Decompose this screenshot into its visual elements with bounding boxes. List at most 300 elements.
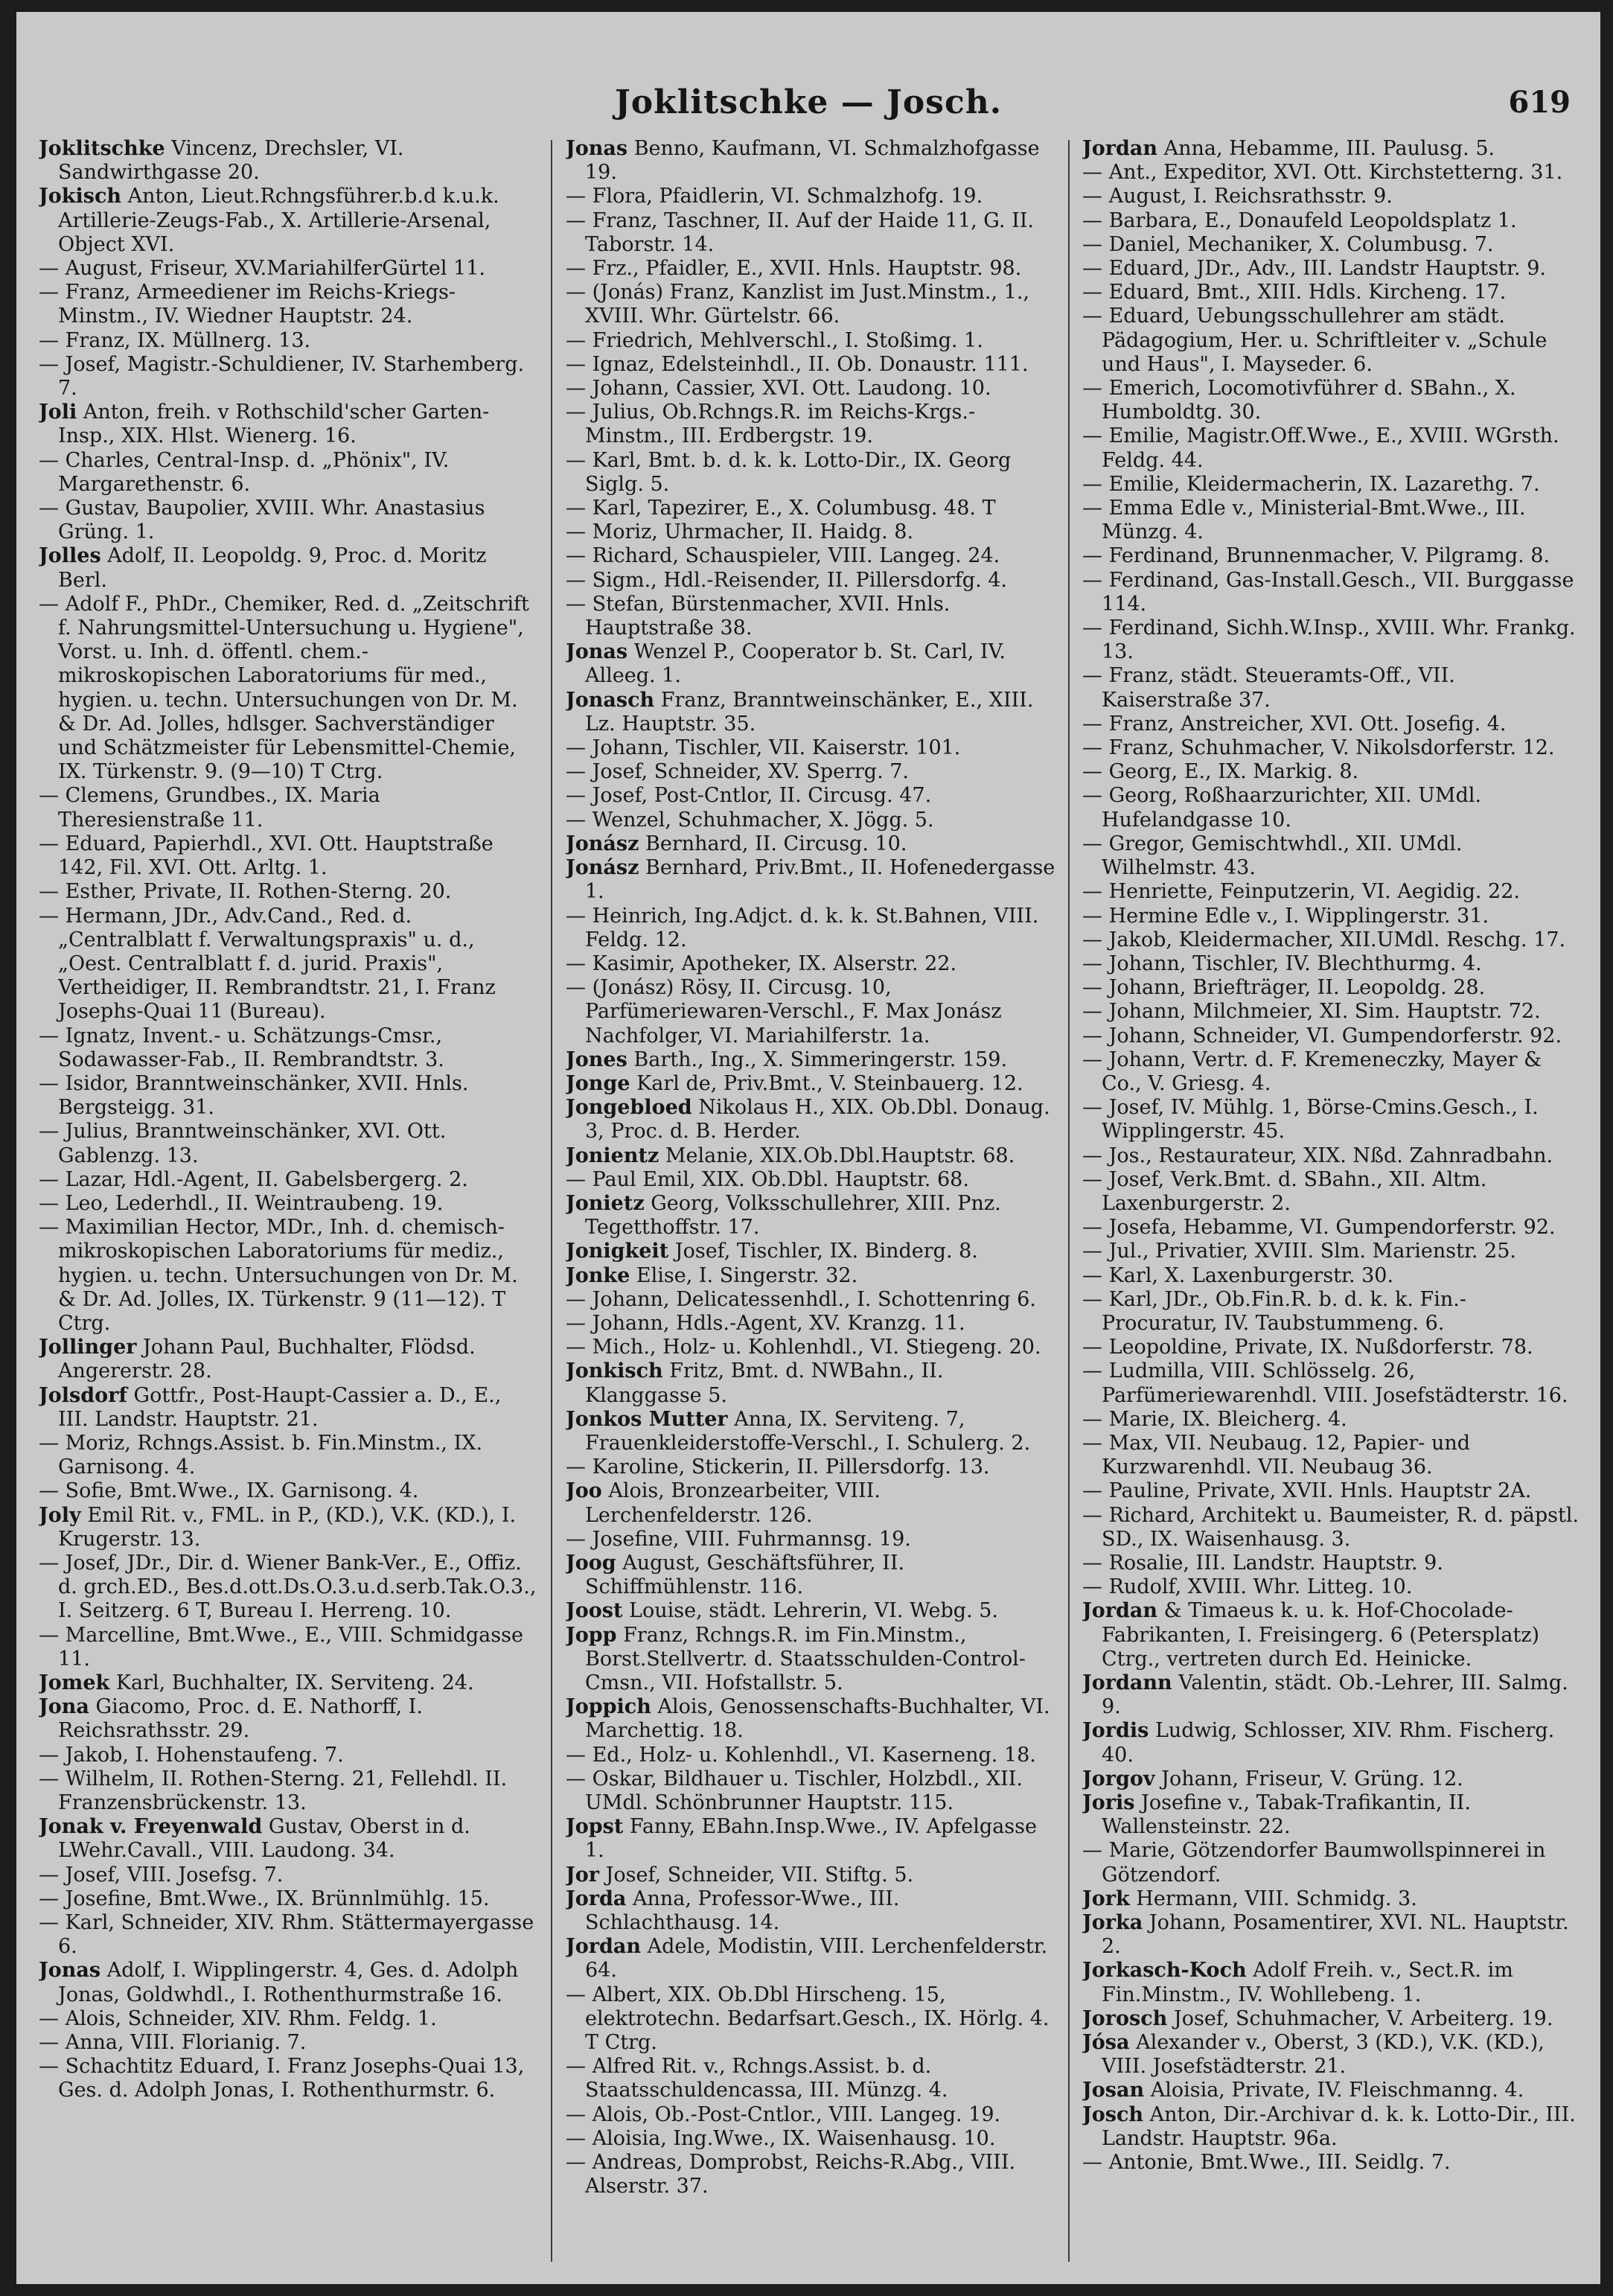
directory-entry [1082,1288,1581,1336]
entry-text: — Josefine, VIII. Fuhrmannsg. 19. [566,1527,911,1551]
entry-text: — Johann, Briefträger, II. Leopoldg. 28. [1082,976,1486,1000]
entry-text: Alexander v., Oberst, 3 (KD.), V.K. (KD.), VIII. Josefstädterstr. 21. [1102,2031,1545,2079]
entry-text: — Sigm., Hdl.-Reisender, II. Pillersdorfg. 4. [566,568,1008,592]
entry-text: — Flora, Pfaidlerin, VI. Schmalzhofg. 19. [566,185,983,208]
directory-entry [566,137,1055,185]
entry-text: Adele, Modistin, VIII. Lerchenfelderstr. 64. [585,1935,1048,1983]
directory-entry [566,1096,1055,1144]
directory-entry [1082,257,1581,281]
entry-text: — Georg, E., IX. Markig. 8. [1082,760,1359,784]
entry-text: — Ant., Expeditor, XVI. Ott. Kirchstetterng. 31. [1082,161,1563,185]
directory-entry [39,2055,537,2102]
entry-text: Johann Paul, Buchhalter, Flödsd. Angererstr. 28. [58,1336,476,1383]
directory-entry [566,520,1055,544]
entry-text: — Alois, Schneider, XIV. Rhm. Feldg. 1. [39,2006,437,2030]
entry-text: — Emma Edle v., Ministerial-Bmt.Wwe., III. Münzg. 4. [1082,497,1526,544]
entry-headword: Jonkos Mutter [566,1407,728,1431]
directory-entry [566,1359,1055,1407]
directory-entry [566,1168,1055,1192]
directory-entry [1082,1959,1581,2006]
directory-entry [1082,1599,1581,1671]
directory-entry [1082,1839,1581,1887]
entry-text: Alois, Bronzearbeiter, VIII. Lerchenfelderstr. 126. [585,1479,881,1527]
entry-text: — Josef, Magistr.-Schuldiener, IV. Starhemberg. 7. [39,352,525,401]
entry-text: Fanny, EBahn.Insp.Wwe., IV. Apfelgasse 1. [585,1815,1037,1863]
entry-text: — Jakob, Kleidermacher, XII.UMdl. Reschg. 17. [1082,928,1566,951]
entry-text: — Josef, Post-Cntlor, II. Circusg. 47. [566,784,932,808]
entry-text: — Georg, Roßhaarzurichter, XII. UMdl. Hufelandgasse 10. [1082,784,1482,832]
directory-entry [39,1479,537,1503]
directory-entry [1082,377,1581,424]
entry-text: — Richard, Schauspieler, VIII. Langeg. 24. [566,544,1000,568]
entry-text: Fritz, Bmt. d. NWBahn., II. Klanggasse 5. [585,1359,944,1407]
directory-entry [566,856,1055,904]
entry-text: — Oskar, Bildhauer u. Tischler, Holzbdl., XII. UMdl. Schönbrunner Hauptstr. 115. [566,1767,1023,1815]
directory-entry [566,905,1055,952]
entry-text: Adolf, I. Wipplingerstr. 4, Ges. d. Adolph Jonas, Goldwhdl., I. Rothenthurmstraße 16. [58,1959,519,2006]
directory-entry [39,185,537,257]
entry-text: — Eduard, Papierhdl., XVI. Ott. Hauptstraße 142, Fil. XVI. Ott. Arltg. 1. [39,832,494,880]
entry-headword: Jongebloed [566,1096,692,1120]
entry-text: — Josef, Verk.Bmt. d. SBahn., XII. Altm. Laxenburgerstr. 2. [1082,1167,1487,1215]
entry-text: Franz, Rchngs.R. im Fin.Minstm., Borst.Stellvertr. d. Staatsschulden-Control-Cmsn., VII. Hofstallstr. 5. [585,1623,1026,1694]
directory-entry [566,1455,1055,1479]
entry-text: — Julius, Ob.Rchngs.R. im Reichs-Krgs.-Minstm., III. Erdbergstr. 19. [566,401,976,448]
directory-entry [39,1815,537,1863]
directory-entry [566,1695,1055,1743]
directory-entry [39,2007,537,2031]
entry-text: Gustav, Oberst in d. LWehr.Cavall., VIII. Laudong. 34. [58,1815,470,1863]
entry-text: Hermann, VIII. Schmidg. 3. [1129,1887,1417,1910]
entry-text: Gottfr., Post-Haupt-Cassier a. D., E., III. Landstr. Hauptstr. 21. [58,1383,502,1431]
entry-text: — Josef, VIII. Josefsg. 7. [39,1863,284,1887]
directory-entry [566,1408,1055,1455]
entry-text: — Marie, Götzendorfer Baumwollspinnerei in Götzendorf. [1082,1839,1546,1887]
entry-headword: Jorosch [1082,2006,1168,2030]
directory-entry [39,1072,537,1120]
directory-entry [566,401,1055,448]
directory-entry [566,640,1055,688]
entry-text: — Friedrich, Mehlverschl., I. Stoßimg. 1. [566,328,983,352]
entry-text: — Josefine, Bmt.Wwe., IX. Brünnlmühlg. 15. [39,1887,490,1910]
entry-text: Anton, Dir.-Archivar d. k. k. Lotto-Dir., III. Landstr. Hauptstr. 96a. [1102,2102,1576,2150]
directory-entry [39,593,537,785]
entry-headword: Jomek [39,1671,110,1694]
directory-entry [566,353,1055,377]
entry-text: — (Jonás) Franz, Kanzlist im Just.Minstm., 1., XVIII. Whr. Gürtelstr. 66. [566,281,1030,328]
entry-text: Anna, Hebamme, III. Paulusg. 5. [1157,137,1495,160]
entry-text: Elise, I. Singerstr. 32. [630,1263,858,1287]
entry-text: Bernhard, II. Circusg. 10. [639,832,907,855]
entry-text: Anton, freih. v Rothschild'scher Garten-Insp., XIX. Hlst. Wienerg. 16. [58,401,490,448]
entry-text: Giacomo, Proc. d. E. Nathorff, I. Reichsrathsstr. 29. [58,1695,423,1743]
directory-entry [1082,1216,1581,1240]
entry-text: — Gregor, Gemischtwhdl., XII. UMdl. Wilhelmstr. 43. [1082,832,1463,880]
entry-text: Josefine v., Tabak-Trafikantin, II. Wallensteinstr. 22. [1102,1791,1471,1839]
entry-text: Karl, Buchhalter, IX. Serviteng. 24. [109,1671,474,1694]
entry-headword: Jonientz [566,1144,659,1167]
directory-entry [566,1767,1055,1815]
column-middle [566,137,1055,2266]
entry-text: — Rudolf, XVIII. Whr. Litteg. 10. [1082,1575,1413,1599]
directory-entry [566,736,1055,760]
directory-entry [1082,304,1581,377]
directory-entry [1082,616,1581,664]
directory-entry [1082,2103,1581,2151]
entry-headword: Jor [566,1863,600,1887]
directory-entry [39,1911,537,1959]
entry-headword: Joris [1082,1791,1135,1815]
entry-text: — Eduard, Bmt., XIII. Hdls. Kircheng. 17. [1082,281,1507,304]
entry-text: Louise, städt. Lehrerin, VI. Webg. 5. [622,1599,998,1623]
entry-text: — Franz, IX. Müllnerg. 13. [39,328,311,352]
directory-entry [39,1120,537,1167]
entry-headword: Joly [39,1503,81,1527]
entry-text: — Ignaz, Edelsteinhdl., II. Ob. Donaustr. 111. [566,352,1029,376]
directory-entry [566,329,1055,353]
entry-text: Adolf, II. Leopoldg. 9, Proc. d. Moritz Berl. [58,544,487,592]
entry-text: — Ed., Holz- u. Kohlenhdl., VI. Kaserneng. 18. [566,1743,1036,1767]
directory-entry [566,1240,1055,1263]
directory-entry [39,329,537,353]
entry-text: — Karl, Bmt. b. d. k. k. Lotto-Dir., IX. Georg Siglg. 5. [566,448,1012,496]
entry-headword: Jorda [566,1887,627,1910]
entry-text: — Eduard, Uebungsschullehrer am städt. Pädagogium, Her. u. Schriftleiter v. „Schule und Haus", I. Mayseder. 6. [1082,304,1547,376]
entry-text: Bernhard, Priv.Bmt., II. Hofenedergasse 1. [585,856,1055,904]
directory-entry [566,1479,1055,1527]
directory-entry [39,1695,537,1743]
directory-entry [39,1671,537,1695]
directory-entry [39,1744,537,1767]
page-header [16,83,1600,135]
entry-text: — Hermine Edle v., I. Wipplingerstr. 31. [1082,904,1489,928]
directory-entry [1082,544,1581,568]
directory-entry [1082,1887,1581,1911]
directory-entry [566,952,1055,976]
entry-text: — Max, VII. Neubaug. 12, Papier- und Kurzwarenhdl. VII. Neubaug 36. [1082,1431,1471,1479]
entry-text: Georg, Volksschullehrer, XIII. Pnz. Tegetthoffstr. 17. [585,1191,1001,1240]
directory-entry [566,1048,1055,1072]
directory-entry [1082,161,1581,185]
directory-entry [39,497,537,544]
entry-headword: Jonas [566,640,628,664]
directory-entry [566,1336,1055,1359]
directory-entry [1082,137,1581,161]
entry-text: — Frz., Pfaidler, E., XVII. Hnls. Hauptstr. 98. [566,257,1022,281]
entry-text: — Mich., Holz- u. Kohlenhdl., VI. Stiegeng. 20. [566,1336,1041,1359]
entry-text: Emil Rit. v., FML. in P., (KD.), V.K. (KD.), I. Krugerstr. 13. [58,1503,517,1551]
entry-text: — Adolf F., PhDr., Chemiker, Red. d. „Zeitschrift f. Nahrungsmittel-Untersuchung u. Hygiene", Vorst. u. Inh. d. öffentl. chem.-mikroskopischen Laboratoriums für med., hygien. u. techn. Untersuchungen von Dr. M. & Dr. Ad. Jolles, hdlsger. Sachverständiger und Schätzmeister für Lebensmittel-Chemie, IX. Türkenstr. 9. (9—10) T Ctrg. [39,592,529,784]
directory-entry [1082,760,1581,784]
directory-entry [39,832,537,880]
directory-entry [1082,1240,1581,1263]
directory-entry [39,880,537,904]
entry-text: — Charles, Central-Insp. d. „Phönix", IV. Margarethenstr. 6. [39,448,450,496]
entry-headword: Jopp [566,1623,617,1647]
entry-text: — Karl, JDr., Ob.Fin.R. b. d. k. k. Fin.-Procuratur, IV. Taubstummeng. 6. [1082,1287,1466,1335]
directory-entry [1082,928,1581,952]
directory-entry [566,209,1055,257]
directory-entry [1082,1048,1581,1096]
directory-entry [1082,1552,1581,1575]
directory-entry [566,1528,1055,1552]
directory-entry [566,1192,1055,1240]
directory-entry [566,1815,1055,1863]
entry-text: — Josef, IV. Mühlg. 1, Börse-Cmins.Gesch., I. Wipplingerstr. 45. [1082,1096,1539,1144]
directory-entry [1082,1432,1581,1479]
entry-text: Nikolaus H., XIX. Ob.Dbl. Donaug. 3, Proc. d. B. Herder. [585,1096,1050,1144]
directory-entry [39,401,537,448]
directory-entry [566,593,1055,640]
directory-entry [566,1264,1055,1288]
directory-entry [39,1887,537,1911]
entry-text: — Ignatz, Invent.- u. Schätzungs-Cmsr., Sodawasser-Fab., II. Rembrandtstr. 3. [39,1024,444,1071]
entry-text: — Karl, Schneider, XIV. Rhm. Stättermayergasse 6. [39,1911,534,1959]
entry-headword: Jordan [1082,1599,1158,1623]
page-number: 619 [1508,85,1571,120]
entry-text: — August, Friseur, XV.MariahilferGürtel 11. [39,257,485,281]
entry-text: — Ferdinand, Sichh.W.Insp., XVIII. Whr. Frankg. 13. [1082,616,1576,664]
directory-entry [1082,1264,1581,1288]
directory-entry [1082,1767,1581,1791]
directory-entry [566,544,1055,568]
directory-entry [39,1863,537,1887]
entry-text: — Ferdinand, Gas-Install.Gesch., VII. Burggasse 114. [1082,568,1574,616]
entry-text: — Franz, Armeediener im Reichs-Kriegs-Minstm., IV. Wiedner Hauptstr. 24. [39,281,456,328]
directory-entry [1082,473,1581,497]
directory-entry [1082,1671,1581,1719]
directory-entry [1082,1791,1581,1839]
entry-text: & Timaeus k. u. k. Hof-Chocolade-Fabrikanten, I. Freisingerg. 6 (Petersplatz) Ctrg., vertreten durch Ed. Heinicke. [1102,1599,1540,1671]
entry-text: Vincenz, Drechsler, VI. Sandwirthgasse 20. [58,137,404,185]
directory-entry [566,1599,1055,1623]
entry-text: — Julius, Branntweinschänker, XVI. Ott. Gablenzg. 13. [39,1120,447,1167]
directory-entry [1082,497,1581,544]
directory-entry [566,185,1055,208]
entry-text: — Paul Emil, XIX. Ob.Dbl. Hauptstr. 68. [566,1167,969,1191]
entry-headword: Jones [566,1047,627,1071]
entry-text: Benno, Kaufmann, VI. Schmalzhofgasse 19. [585,137,1040,185]
entry-headword: Jopst [566,1815,624,1839]
directory-entry [39,1024,537,1072]
directory-entry [1082,2079,1581,2102]
entry-headword: Jolles [39,544,101,568]
entry-headword: Joklitschke [39,137,165,160]
entry-headword: Joost [566,1599,623,1623]
entry-headword: Jork [1082,1887,1130,1910]
entry-text: — Stefan, Bürstenmacher, XVII. Hnls. Hauptstraße 38. [566,592,951,640]
entry-text: — Alois, Ob.-Post-Cntlor., VIII. Langeg. 19. [566,2102,1001,2126]
entry-headword: Jonász [566,856,639,880]
entry-text: — Anna, VIII. Florianig. 7. [39,2031,307,2055]
entry-text: — Emerich, Locomotivführer d. SBahn., X. Humboldtg. 30. [1082,377,1516,424]
entry-text: — Johann, Milchmeier, XI. Sim. Hauptstr. 72. [1082,1000,1541,1024]
directory-entry [39,784,537,832]
entry-text: — Johann, Vertr. d. F. Kremeneczky, Mayer & Co., V. Griesg. 4. [1082,1047,1542,1095]
entry-text: — Daniel, Mechaniker, X. Columbusg. 7. [1082,232,1494,256]
entry-text: Melanie, XIX.Ob.Dbl.Hauptstr. 68. [659,1144,1015,1167]
entry-headword: Jollinger [39,1336,137,1359]
directory-entry [1082,712,1581,736]
directory-entry [1082,1479,1581,1503]
entry-text: — Gustav, Baupolier, XVIII. Whr. Anastasius Grüng. 1. [39,497,485,544]
directory-entry [39,905,537,1024]
entry-text: — Andreas, Domprobst, Reichs-R.Abg., VIII. Alserstr. 37. [566,2151,1016,2198]
entry-text: — August, I. Reichsrathsstr. 9. [1082,185,1393,208]
directory-entry [1082,209,1581,233]
entry-text: — Marie, IX. Bleicherg. 4. [1082,1407,1347,1431]
directory-entry [566,976,1055,1048]
entry-text: — Franz, Taschner, II. Auf der Haide 11, G. II. Taborstr. 14. [566,208,1034,256]
directory-entry [39,1432,537,1479]
directory-entry [566,2127,1055,2151]
entry-text: — Jos., Restaurateur, XIX. Nßd. Zahnradbahn. [1082,1144,1553,1167]
entry-text: — Johann, Cassier, XVI. Ott. Laudong. 10. [566,377,991,401]
entry-text: Ludwig, Schlosser, XIV. Rhm. Fischerg. 40. [1102,1719,1555,1767]
directory-entry [1082,976,1581,1000]
entry-headword: Josan [1082,2079,1145,2102]
directory-entry [39,1767,537,1815]
entry-text: — Wilhelm, II. Rothen-Sterng. 21, Fellehdl. II. Franzensbrückenstr. 13. [39,1767,508,1815]
directory-entry [1082,569,1581,616]
entry-text: Franz, Branntweinschänker, E., XIII. Lz. Hauptstr. 35. [585,688,1034,736]
directory-entry [566,569,1055,593]
entry-headword: Josch [1082,2102,1144,2126]
entry-headword: Jonak v. Freyenwald [39,1815,263,1839]
directory-entry [566,449,1055,497]
entry-text: — Hermann, JDr., Adv.Cand., Red. d. „Centralblatt f. Verwaltungspraxis" u. d., „Oest. Centralblatt f. d. jurid. Praxis", Vertheidiger, II. Rembrandtstr. 21, I. Franz Josephs-Quai 11 (Bureau). [39,904,496,1024]
directory-entry [566,1887,1055,1935]
entry-text: — Franz, Anstreicher, XVI. Ott. Josefig. 4. [1082,712,1507,736]
entry-text: Josef, Schneider, VII. Stiftg. 5. [599,1863,914,1887]
entry-text: — (Jonász) Rösy, II. Circusg. 10, Parfümeriewaren-Verschl., F. Max Jonász Nachfolger, VI. Mariahilferstr. 1a. [566,976,1002,1047]
directory-entry [566,1983,1055,2056]
directory-entry [1082,1408,1581,1432]
entry-text: Johann, Friseur, V. Grüng. 12. [1154,1767,1463,1790]
directory-entry [39,281,537,328]
entry-text: — Alfred Rit. v., Rchngs.Assist. b. d. Staatsschuldencassa, III. Münzg. 4. [566,2055,948,2102]
entry-headword: Jorka [1082,1911,1143,1935]
entry-text: — Ferdinand, Brunnenmacher, V. Pilgramg. 8. [1082,544,1550,568]
directory-entry [1082,664,1581,712]
directory-entry [566,1552,1055,1599]
entry-text: — Karl, X. Laxenburgerstr. 30. [1082,1263,1394,1287]
entry-headword: Jonge [566,1071,630,1095]
entry-headword: Jonas [39,1959,101,1983]
directory-entry [1082,1359,1581,1407]
directory-entry [39,2031,537,2055]
directory-entry [1082,736,1581,760]
entry-headword: Joo [566,1479,602,1503]
entry-text: — Eduard, JDr., Adv., III. Landstr Hauptstr. 9. [1082,257,1546,281]
entry-text: — Josefa, Hebamme, VI. Gumpendorferstr. 92. [1082,1216,1556,1240]
directory-entry [1082,1024,1581,1048]
directory-entry [566,281,1055,328]
directory-entry [1082,2007,1581,2031]
entry-text: — Kasimir, Apotheker, IX. Alserstr. 22. [566,951,957,975]
entry-text: — Moriz, Rchngs.Assist. b. Fin.Minstm., IX. Garnisong. 4. [39,1431,483,1479]
column-right [1082,137,1581,2266]
directory-entry [566,1935,1055,1983]
directory-entry [1082,1719,1581,1767]
entry-text: — Rosalie, III. Landstr. Hauptstr. 9. [1082,1551,1443,1575]
entry-text: — Antonie, Bmt.Wwe., III. Seidlg. 7. [1082,2151,1451,2175]
entry-text: Anton, Lieut.Rchngsführer.b.d k.u.k. Artillerie-Zeugs-Fab., X. Artillerie-Arsenal, Object XVI. [58,185,499,256]
directory-entry [1082,281,1581,304]
directory-entry [39,1192,537,1216]
entry-text: — Franz, städt. Steueramts-Off., VII. Kaiserstraße 37. [1082,664,1455,712]
entry-text: — Johann, Hdls.-Agent, XV. Kranzg. 11. [566,1311,965,1335]
directory-entry [1082,784,1581,832]
directory-entry [39,1552,537,1624]
directory-entry [566,1144,1055,1168]
entry-text: — Karl, Tapezirer, E., X. Columbusg. 48. T [566,497,996,520]
entry-headword: Jorkasch-Koch [1082,1959,1247,1983]
entry-text: — Josef, JDr., Dir. d. Wiener Bank-Ver., E., Offiz. d. grch.ED., Bes.d.ott.Ds.O.3.u.d.serb.Tak.O.3., I. Seitzerg. 6 T, Bureau I. Herreng. 10. [39,1551,537,1623]
entry-text: — Wenzel, Schuhmacher, X. Jögg. 5. [566,808,934,832]
directory-entry [1082,905,1581,928]
directory-entry [39,544,537,592]
entry-text: Alois, Genossenschafts-Buchhalter, VI. Marchettig. 18. [585,1695,1050,1743]
entry-text: — Maximilian Hector, MDr., Inh. d. chemisch-mikroskopischen Laboratoriums für mediz., hygien. u. techn. Untersuchungen von Dr. M. & Dr. Ad. Jolles, IX. Türkenstr. 9 (11—12). T Ctrg. [39,1216,518,1335]
directory-entry [39,137,537,185]
entry-headword: Jordann [1082,1671,1172,1694]
entry-text: — Leo, Lederhdl., II. Weintraubeng. 19. [39,1191,444,1215]
entry-text: — Jakob, I. Hohenstaufeng. 7. [39,1743,344,1767]
entry-headword: Joog [566,1551,616,1575]
entry-text: — Franz, Schuhmacher, V. Nikolsdorferstr. 12. [1082,736,1555,760]
directory-entry [566,1624,1055,1696]
directory-entry [566,377,1055,401]
directory-entry [566,760,1055,784]
entry-text: — Isidor, Branntweinschänker, XVII. Hnls. Bergsteigg. 31. [39,1071,469,1120]
directory-entry [39,1216,537,1336]
column-divider [1068,140,1070,2262]
directory-entry [566,689,1055,736]
entry-headword: Jordan [566,1935,642,1959]
entry-text: — Richard, Architekt u. Baumeister, R. d. päpstl. SD., IX. Waisenhausg. 3. [1082,1503,1580,1551]
entry-headword: Jordis [1082,1719,1149,1743]
entry-headword: Joppich [566,1695,651,1719]
entry-text: Adolf Freih. v., Sect.R. im Fin.Minstm., IV. Wohllebeng. 1. [1102,1959,1513,2006]
entry-headword: Jósa [1082,2031,1130,2055]
entry-text: — Leopoldine, Private, IX. Nußdorferstr. 78. [1082,1336,1533,1359]
entry-text: — Lazar, Hdl.-Agent, II. Gabelsbergerg. 2. [39,1167,468,1191]
entry-text: — Pauline, Private, XVII. Hnls. Hauptstr 2A. [1082,1479,1532,1503]
directory-entry [1082,1000,1581,1024]
entry-headword: Jorgov [1082,1767,1155,1790]
entry-headword: Jolsdorf [39,1383,127,1407]
running-title: Joklitschke — Josch. [614,83,1003,121]
entry-headword: Jonkisch [566,1359,663,1383]
entry-text: — Johann, Tischler, IV. Blechthurmg. 4. [1082,951,1482,975]
entry-headword: Jonasch [566,688,655,712]
entry-headword: Jordan [1082,137,1158,160]
entry-text: — Johann, Delicatessenhdl., I. Schottenring 6. [566,1287,1036,1311]
directory-entry [566,2103,1055,2127]
entry-text: Karl de, Priv.Bmt., V. Steinbauerg. 12. [630,1071,1023,1095]
directory-entry [39,1168,537,1192]
directory-entry [566,2055,1055,2102]
directory-entry [39,1504,537,1552]
directory-entry [1082,233,1581,257]
directory-entry [566,809,1055,832]
entry-headword: Joli [39,401,77,424]
column-left [39,137,537,2266]
directory-entry [1082,2031,1581,2079]
entry-text: Wenzel P., Cooperator b. St. Carl, IV. Alleeg. 1. [585,640,1006,688]
entry-text: Valentin, städt. Ob.-Lehrer, III. Salmg. 9. [1102,1671,1568,1719]
